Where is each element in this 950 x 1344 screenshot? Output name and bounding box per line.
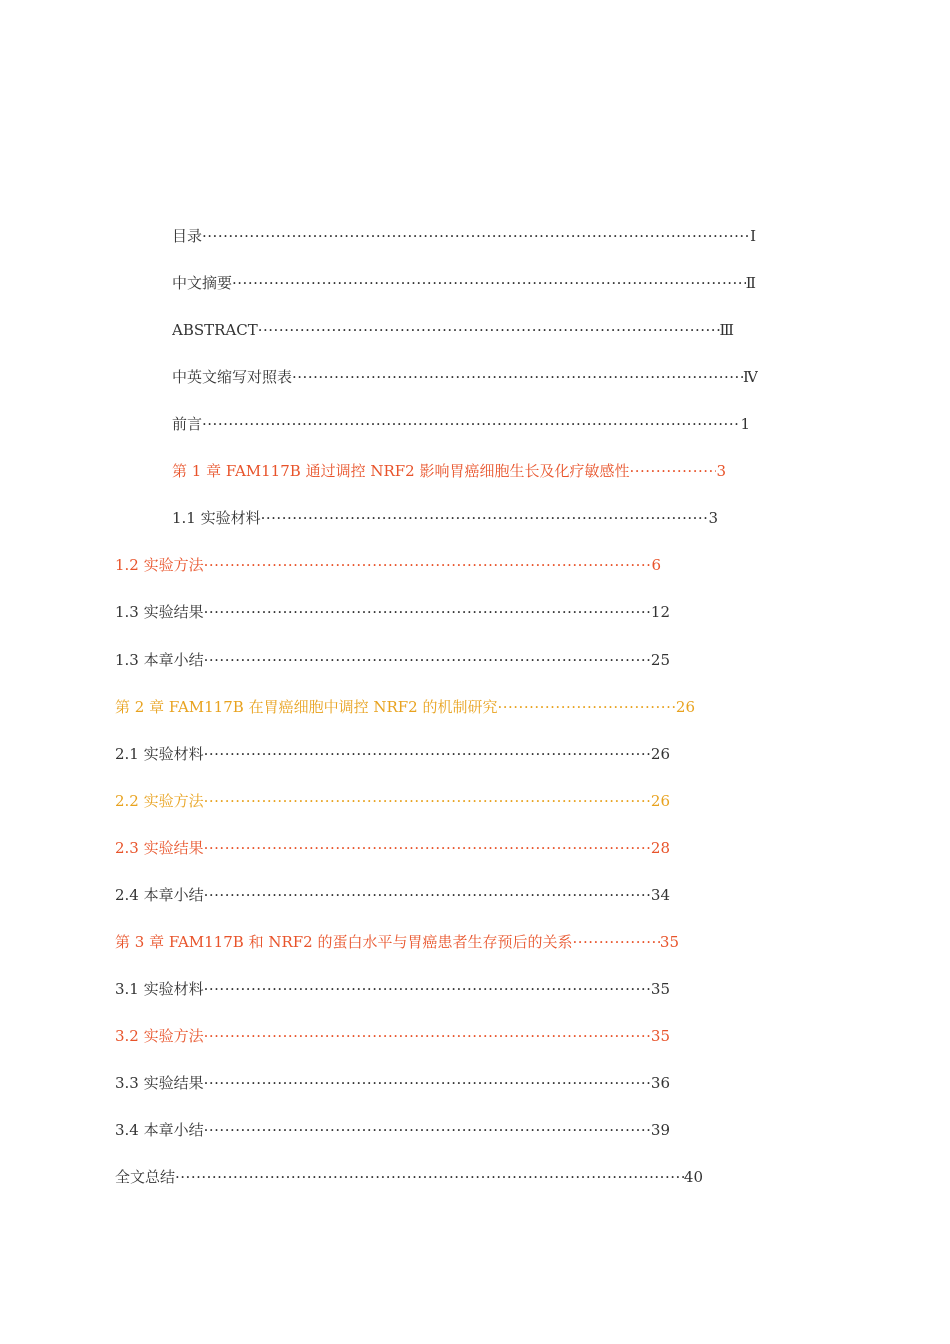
toc-leader-dots bbox=[202, 225, 750, 247]
toc-entry-page: 34 bbox=[650, 886, 670, 904]
toc-entry-page: Ⅱ bbox=[745, 274, 756, 292]
toc-entry-2-2[interactable] bbox=[115, 790, 670, 812]
toc-entry-page: 25 bbox=[650, 651, 670, 669]
toc-entry-label: 2.1 实验材料 bbox=[115, 745, 204, 763]
toc-entry-abbreviations[interactable] bbox=[172, 366, 758, 388]
toc-leader-dots bbox=[202, 413, 740, 435]
toc-leader-dots bbox=[204, 837, 651, 859]
toc-entry-3-4[interactable] bbox=[115, 1119, 670, 1141]
toc-leader-dots bbox=[204, 1025, 651, 1047]
toc-entry-label: 全文总结 bbox=[115, 1168, 176, 1186]
toc-entry-page: 26 bbox=[650, 792, 670, 810]
toc-entry-page: 6 bbox=[651, 556, 661, 574]
toc-entry-page: 40 bbox=[683, 1168, 703, 1186]
toc-entry-label: 1.1 实验材料 bbox=[172, 509, 261, 527]
toc-leader-dots bbox=[292, 366, 743, 388]
toc-entry-page: 3 bbox=[708, 509, 718, 527]
toc-entry-page: Ⅰ bbox=[750, 227, 756, 245]
toc-entry-label: ABSTRACT bbox=[172, 321, 258, 339]
toc-entry-page: Ⅲ bbox=[719, 321, 734, 339]
toc-leader-dots bbox=[204, 554, 652, 576]
toc-entry-conclusion[interactable] bbox=[115, 1166, 703, 1188]
toc-leader-dots bbox=[258, 319, 720, 341]
toc-entry-page: 39 bbox=[650, 1121, 670, 1139]
toc-entry-label: 第 3 章 FAM117B 和 NRF2 的蛋白水平与胃癌患者生存预后的关系 bbox=[115, 933, 573, 951]
toc-entry-chapter-2[interactable] bbox=[115, 696, 695, 718]
toc-entry-label: 中文摘要 bbox=[172, 274, 233, 292]
toc-leader-dots bbox=[175, 1166, 684, 1188]
toc-leader-dots bbox=[204, 649, 651, 671]
toc-entry-2-1[interactable] bbox=[115, 743, 670, 765]
toc-leader-dots bbox=[204, 1072, 651, 1094]
toc-entry-chapter-1[interactable] bbox=[172, 460, 726, 482]
toc-entry-label: 3.1 实验材料 bbox=[115, 980, 204, 998]
toc-entry-page: 26 bbox=[650, 745, 670, 763]
toc-entry-abstract[interactable] bbox=[172, 319, 734, 341]
toc-entry-page: 35 bbox=[650, 1027, 670, 1045]
toc-entry-2-4[interactable] bbox=[115, 884, 670, 906]
toc-entry-label: 第 2 章 FAM117B 在胃癌细胞中调控 NRF2 的机制研究 bbox=[115, 698, 498, 716]
toc-leader-dots bbox=[497, 696, 675, 718]
toc-leader-dots bbox=[204, 978, 651, 1000]
toc-entry-label: 中英文缩写对照表 bbox=[172, 368, 293, 386]
toc-entry-1-2[interactable] bbox=[115, 554, 661, 576]
toc-entry-1-3-summary[interactable] bbox=[115, 649, 670, 671]
toc-entry-label: 目录 bbox=[172, 227, 203, 245]
toc-entry-label: 1.2 实验方法 bbox=[115, 556, 204, 574]
toc-entry-label: 第 1 章 FAM117B 通过调控 NRF2 影响胃癌细胞生长及化疗敏感性 bbox=[172, 462, 630, 480]
toc-entry-page: 3 bbox=[716, 462, 726, 480]
toc-leader-dots bbox=[572, 931, 659, 953]
toc-leader-dots bbox=[204, 884, 651, 906]
toc-entry-page: 12 bbox=[650, 603, 670, 621]
toc-leader-dots bbox=[261, 507, 709, 529]
toc-entry-3-1[interactable] bbox=[115, 978, 670, 1000]
toc-entry-2-3[interactable] bbox=[115, 837, 670, 859]
toc-entry-page: 26 bbox=[675, 698, 695, 716]
toc-entry-label: 前言 bbox=[172, 415, 203, 433]
toc-entry-page: Ⅳ bbox=[743, 368, 758, 386]
toc-entry-page: 35 bbox=[659, 933, 679, 951]
toc-leader-dots bbox=[204, 1119, 651, 1141]
toc-entry-label: 2.2 实验方法 bbox=[115, 792, 204, 810]
toc-entry-chinese-abstract[interactable] bbox=[172, 272, 756, 294]
toc-entry-1-3-results[interactable] bbox=[115, 601, 670, 623]
toc-leader-dots bbox=[232, 272, 746, 294]
toc-entry-page: 36 bbox=[650, 1074, 670, 1092]
toc-entry-label: 3.4 本章小结 bbox=[115, 1121, 204, 1139]
toc-entry-label: 1.3 本章小结 bbox=[115, 651, 204, 669]
toc-entry-3-2[interactable] bbox=[115, 1025, 670, 1047]
toc-entry-page: 1 bbox=[740, 415, 750, 433]
toc-leader-dots bbox=[204, 601, 651, 623]
toc-entry-1-1[interactable] bbox=[172, 507, 718, 529]
toc-entry-3-3[interactable] bbox=[115, 1072, 670, 1094]
toc-entry-label: 1.3 实验结果 bbox=[115, 603, 204, 621]
toc-entry-label: 2.3 实验结果 bbox=[115, 839, 204, 857]
toc-entry-chapter-3[interactable] bbox=[115, 931, 679, 953]
toc-leader-dots bbox=[204, 790, 651, 812]
toc-entry-page: 28 bbox=[650, 839, 670, 857]
toc-leader-dots bbox=[629, 460, 716, 482]
toc-entry-page: 35 bbox=[650, 980, 670, 998]
toc-entry-contents[interactable] bbox=[172, 225, 756, 247]
toc-entry-label: 3.2 实验方法 bbox=[115, 1027, 204, 1045]
toc-entry-preface[interactable] bbox=[172, 413, 750, 435]
toc-entry-label: 2.4 本章小结 bbox=[115, 886, 204, 904]
toc-leader-dots bbox=[204, 743, 651, 765]
toc-entry-label: 3.3 实验结果 bbox=[115, 1074, 204, 1092]
